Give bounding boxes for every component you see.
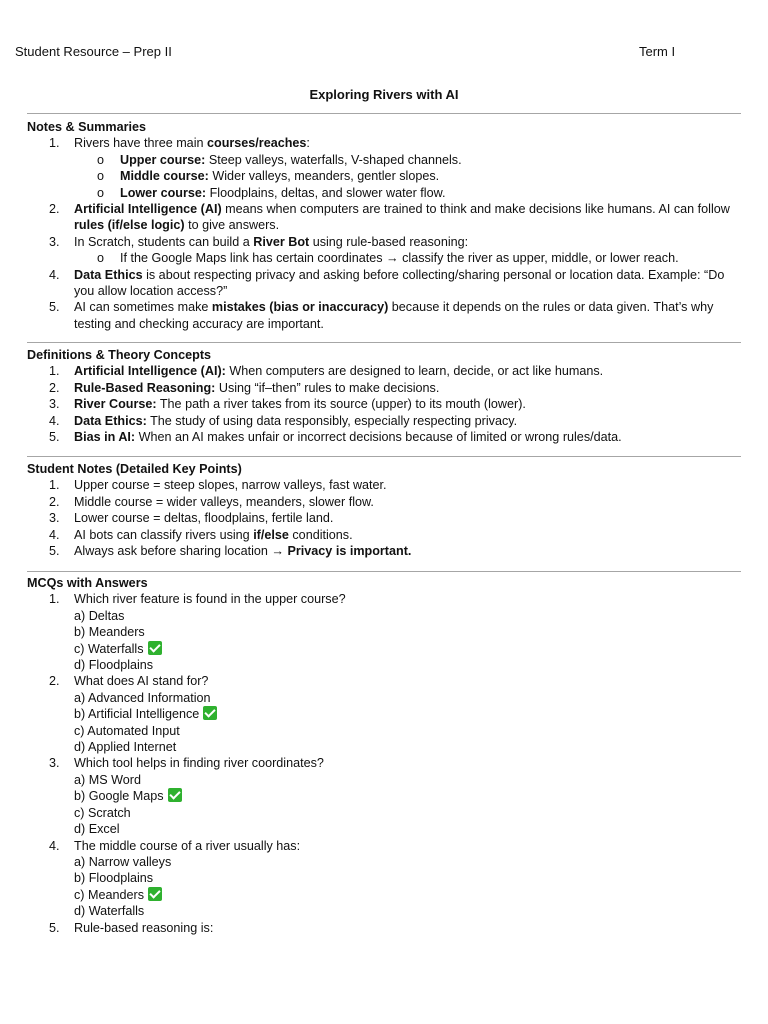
text-run: When an AI makes unfair or incorrect decisions because of limited or wrong rules/data. bbox=[135, 430, 622, 445]
option-text: a) Deltas bbox=[74, 608, 125, 623]
question-text: Rule-based reasoning is: bbox=[74, 920, 214, 935]
list-number: 3. bbox=[49, 397, 60, 412]
question-number: 3. bbox=[49, 756, 60, 771]
list-item-text bbox=[74, 300, 713, 330]
list-item bbox=[27, 510, 741, 526]
mcqs-list bbox=[27, 591, 741, 936]
bold-text: Rule-Based Reasoning: bbox=[74, 380, 216, 395]
bold-text: Lower course: bbox=[120, 185, 207, 200]
list-item-text bbox=[74, 478, 387, 492]
check-mark-icon bbox=[148, 887, 162, 901]
bullet-marker: o bbox=[97, 251, 105, 266]
check-mark-icon bbox=[168, 788, 182, 802]
option-text: c) Scratch bbox=[74, 805, 131, 820]
text-run: Upper course = steep slopes, narrow valleys, fast water. bbox=[74, 478, 387, 493]
document-title: Exploring Rivers with AI bbox=[309, 87, 459, 102]
sub-bullet-item bbox=[27, 152, 741, 168]
list-item-text bbox=[74, 528, 353, 542]
text-run: In Scratch, students can build a bbox=[74, 234, 254, 249]
divider bbox=[27, 342, 741, 343]
question-number: 2. bbox=[49, 674, 60, 689]
sub-bullet-item bbox=[27, 250, 741, 266]
sub-bullet-item bbox=[27, 185, 741, 201]
text-run: Steep valleys, waterfalls, V-shaped channels. bbox=[205, 152, 462, 167]
option-text: c) Automated Input bbox=[74, 723, 180, 738]
option-text: d) Excel bbox=[74, 822, 120, 837]
bold-text: Artificial Intelligence (AI) bbox=[74, 202, 222, 217]
list-item bbox=[27, 527, 741, 543]
mcq-option bbox=[27, 706, 741, 722]
mcq-option bbox=[27, 870, 741, 886]
question-number: 5. bbox=[49, 920, 60, 935]
list-item bbox=[27, 543, 741, 559]
list-item-text bbox=[74, 136, 310, 150]
option-text: b) Google Maps bbox=[74, 789, 164, 804]
text-run: because it depends on the rules or data given. That’s why testing and checking accuracy are important. bbox=[74, 300, 714, 331]
mcq-question bbox=[27, 838, 741, 854]
text-run: The path a river takes from its source (upper) to its mouth (lower). bbox=[156, 397, 526, 412]
sub-bullet-item bbox=[27, 168, 741, 184]
mcq-question bbox=[27, 591, 741, 607]
notes-section-title: Notes & Summaries bbox=[27, 120, 146, 134]
bullet-marker: o bbox=[97, 185, 105, 200]
option-text: c) Waterfalls bbox=[74, 641, 144, 656]
mcq-question bbox=[27, 673, 741, 689]
list-number: 5. bbox=[49, 300, 60, 315]
bold-text: Data Ethics bbox=[74, 267, 143, 282]
header-left-label: Student Resource – Prep II bbox=[15, 44, 172, 59]
mcq-option bbox=[27, 772, 741, 788]
text-run: conditions. bbox=[288, 527, 353, 542]
question-text: Which river feature is found in the upper course? bbox=[74, 592, 346, 607]
option-text: c) Meanders bbox=[74, 887, 144, 902]
text-run: AI can sometimes make bbox=[74, 300, 212, 315]
list-item bbox=[27, 267, 741, 300]
list-item-text bbox=[74, 381, 439, 395]
list-item bbox=[27, 413, 741, 429]
option-text: b) Meanders bbox=[74, 625, 145, 640]
header-term-label: Term I bbox=[639, 44, 676, 59]
bold-text: mistakes (bias or inaccuracy) bbox=[211, 300, 389, 315]
text-run: means when computers are trained to think and make decisions like humans. AI can follow bbox=[221, 202, 730, 217]
divider bbox=[27, 113, 741, 114]
list-number: 2. bbox=[49, 380, 60, 395]
text-run: Always ask before sharing location → bbox=[74, 544, 288, 559]
option-text: d) Waterfalls bbox=[74, 904, 145, 919]
text-run: Using “if–then” rules to make decisions. bbox=[215, 380, 440, 395]
list-number: 4. bbox=[49, 527, 60, 542]
list-item bbox=[27, 201, 741, 234]
bold-text: if/else bbox=[253, 527, 289, 542]
bold-text: River Bot bbox=[253, 234, 310, 249]
list-number: 4. bbox=[49, 267, 60, 282]
definitions-section-title: Definitions & Theory Concepts bbox=[27, 348, 212, 362]
bold-text: Privacy is important. bbox=[287, 544, 412, 559]
list-item-text bbox=[74, 235, 468, 249]
list-item-text bbox=[74, 414, 517, 428]
text-run: If the Google Maps link has certain coordinates → classify the river as upper, middle, or lower reach. bbox=[120, 251, 679, 266]
text-run: using rule-based reasoning: bbox=[309, 234, 469, 249]
mcq-option bbox=[27, 739, 741, 755]
list-item bbox=[27, 477, 741, 493]
bullet-marker: o bbox=[97, 152, 105, 167]
question-text: What does AI stand for? bbox=[74, 674, 209, 689]
mcq-option bbox=[27, 641, 741, 657]
list-number: 2. bbox=[49, 494, 60, 509]
text-run: AI bots can classify rivers using bbox=[74, 527, 254, 542]
mcq-option bbox=[27, 854, 741, 870]
question-number: 4. bbox=[49, 838, 60, 853]
definitions-section bbox=[27, 347, 741, 445]
list-item bbox=[27, 380, 741, 396]
text-run: to give answers. bbox=[184, 218, 280, 233]
question-text: The middle course of a river usually has: bbox=[74, 838, 301, 853]
notes-section bbox=[27, 119, 741, 332]
list-item-text bbox=[74, 495, 374, 509]
notes-list bbox=[27, 135, 741, 332]
bold-text: Middle course: bbox=[120, 169, 209, 184]
bold-text: River Course: bbox=[74, 397, 157, 412]
question-text: Which tool helps in finding river coordinates? bbox=[74, 756, 324, 771]
list-item bbox=[27, 363, 741, 379]
divider bbox=[27, 456, 741, 457]
text-run: Middle course = wider valleys, meanders, slower flow. bbox=[74, 494, 374, 509]
mcq-option bbox=[27, 903, 741, 919]
mcq-option bbox=[27, 657, 741, 673]
list-item-text bbox=[74, 544, 411, 558]
mcq-option bbox=[27, 887, 741, 903]
bold-text: Artificial Intelligence (AI): bbox=[74, 364, 226, 379]
bold-text: courses/reaches bbox=[207, 136, 307, 151]
mcq-option bbox=[27, 821, 741, 837]
list-item bbox=[27, 299, 741, 332]
student-notes-section-title: Student Notes (Detailed Key Points) bbox=[27, 462, 242, 476]
list-number: 1. bbox=[49, 364, 60, 379]
question-number: 1. bbox=[49, 592, 60, 607]
mcqs-section-title: MCQs with Answers bbox=[27, 576, 148, 590]
mcq-question bbox=[27, 755, 741, 771]
option-text: d) Applied Internet bbox=[74, 740, 177, 755]
bold-text: rules (if/else logic) bbox=[74, 218, 185, 233]
list-number: 4. bbox=[49, 413, 60, 428]
list-item-text bbox=[74, 202, 730, 232]
list-number: 1. bbox=[49, 478, 60, 493]
mcq-option bbox=[27, 788, 741, 804]
list-item-text bbox=[74, 430, 622, 444]
check-mark-icon bbox=[148, 641, 162, 655]
text-run: Floodplains, deltas, and slower water flow. bbox=[206, 185, 446, 200]
option-text: a) Narrow valleys bbox=[74, 854, 172, 869]
text-run: Lower course = deltas, floodplains, fertile land. bbox=[74, 511, 334, 526]
option-text: a) Advanced Information bbox=[74, 690, 211, 705]
list-item bbox=[27, 135, 741, 151]
mcq-question bbox=[27, 920, 741, 936]
list-number: 1. bbox=[49, 136, 60, 151]
mcq-option bbox=[27, 624, 741, 640]
bold-text: Data Ethics: bbox=[74, 413, 147, 428]
list-item bbox=[27, 494, 741, 510]
list-item bbox=[27, 396, 741, 412]
student-notes-list bbox=[27, 477, 741, 559]
text-run: Wider valleys, meanders, gentler slopes. bbox=[208, 169, 440, 184]
option-text: b) Floodplains bbox=[74, 871, 154, 886]
definitions-list bbox=[27, 363, 741, 445]
list-number: 5. bbox=[49, 544, 60, 559]
mcqs-section bbox=[27, 575, 741, 936]
list-item-text bbox=[74, 268, 724, 298]
text-run: Rivers have three main bbox=[74, 136, 207, 151]
text-run: : bbox=[306, 136, 310, 151]
option-text: a) MS Word bbox=[74, 772, 141, 787]
divider bbox=[27, 571, 741, 572]
list-item bbox=[27, 234, 741, 250]
text-run: The study of using data responsibly, especially respecting privacy. bbox=[146, 413, 518, 428]
bold-text: Bias in AI: bbox=[74, 430, 136, 445]
option-text: b) Artificial Intelligence bbox=[74, 707, 200, 722]
list-number: 5. bbox=[49, 430, 60, 445]
bullet-marker: o bbox=[97, 169, 105, 184]
mcq-option bbox=[27, 805, 741, 821]
mcq-option bbox=[27, 690, 741, 706]
list-number: 3. bbox=[49, 511, 60, 526]
list-number: 3. bbox=[49, 234, 60, 249]
student-notes-section bbox=[27, 461, 741, 559]
mcq-option bbox=[27, 608, 741, 624]
list-number: 2. bbox=[49, 202, 60, 217]
text-run: When computers are designed to learn, decide, or act like humans. bbox=[225, 364, 604, 379]
bold-text: Upper course: bbox=[120, 152, 206, 167]
mcq-option bbox=[27, 723, 741, 739]
option-text: d) Floodplains bbox=[74, 658, 154, 673]
list-item-text bbox=[74, 364, 603, 378]
list-item-text bbox=[74, 511, 333, 525]
check-mark-icon bbox=[203, 706, 217, 720]
list-item bbox=[27, 429, 741, 445]
text-run: is about respecting privacy and asking before collecting/sharing personal or location data. Example: “Do you allow location access?” bbox=[74, 267, 725, 299]
list-item-text bbox=[74, 397, 526, 411]
